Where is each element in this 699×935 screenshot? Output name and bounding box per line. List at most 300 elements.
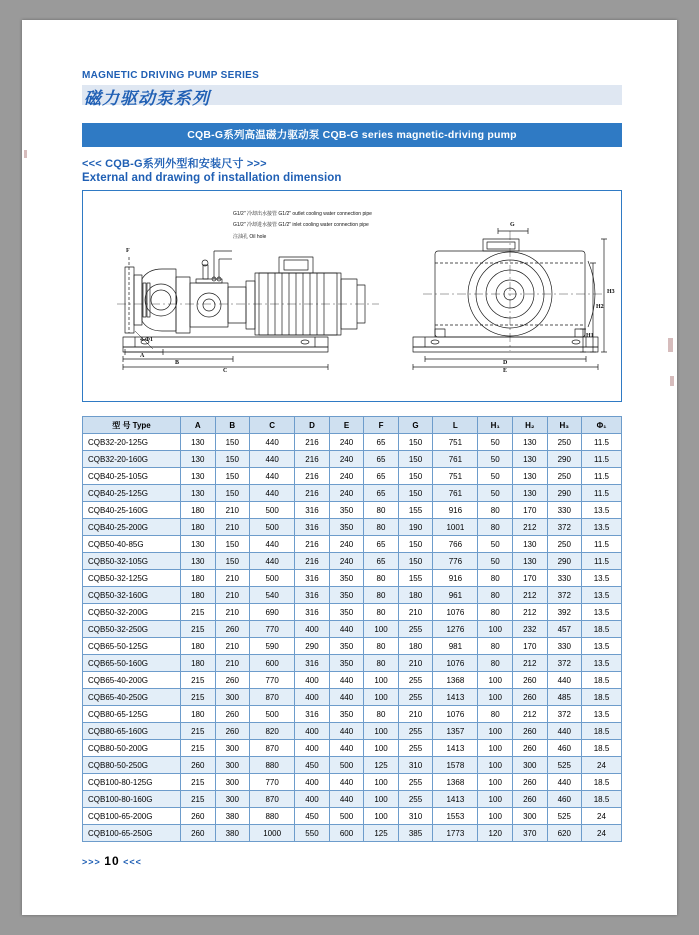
cell-type: CQB100-80-160G xyxy=(83,791,181,808)
cell-value: 100 xyxy=(478,689,513,706)
cell-value: 150 xyxy=(398,536,433,553)
dim-label-B: B xyxy=(175,360,180,366)
cell-type: CQB50-32-160G xyxy=(83,587,181,604)
footer-chevrons-right: <<< xyxy=(123,857,142,867)
cell-value: 215 xyxy=(181,621,216,638)
cell-value: 240 xyxy=(329,468,364,485)
cell-value: 80 xyxy=(364,502,399,519)
cell-value: 210 xyxy=(398,706,433,723)
table-row xyxy=(83,502,622,519)
cell-value: 215 xyxy=(181,791,216,808)
cell-value: 255 xyxy=(398,774,433,791)
col-header-e: E xyxy=(329,417,364,434)
cell-value: 216 xyxy=(295,553,330,570)
cell-value: 916 xyxy=(433,570,478,587)
cell-value: 1368 xyxy=(433,672,478,689)
cell-value: 130 xyxy=(512,451,547,468)
cell-value: 24 xyxy=(582,825,622,842)
table-row xyxy=(83,587,622,604)
cell-value: 50 xyxy=(478,451,513,468)
cell-value: 180 xyxy=(181,570,216,587)
cell-value: 100 xyxy=(364,808,399,825)
dim-label-E: E xyxy=(503,368,508,374)
table-row xyxy=(83,808,622,825)
cell-value: 316 xyxy=(295,655,330,672)
cell-value: 440 xyxy=(250,485,295,502)
cell-value: 260 xyxy=(181,757,216,774)
cell-value: 80 xyxy=(364,604,399,621)
cell-value: 100 xyxy=(364,791,399,808)
cell-value: 392 xyxy=(547,604,582,621)
cell-value: 80 xyxy=(478,604,513,621)
cell-value: 215 xyxy=(181,740,216,757)
page-content xyxy=(82,70,622,868)
cell-value: 210 xyxy=(215,638,250,655)
cell-value: 380 xyxy=(215,825,250,842)
cell-value: 216 xyxy=(295,536,330,553)
cell-value: 100 xyxy=(364,621,399,638)
cell-value: 240 xyxy=(329,485,364,502)
cell-value: 18.5 xyxy=(582,621,622,638)
cell-value: 215 xyxy=(181,723,216,740)
table-header xyxy=(83,417,622,434)
cell-value: 400 xyxy=(295,621,330,638)
cell-value: 485 xyxy=(547,689,582,706)
cell-value: 260 xyxy=(512,672,547,689)
cell-value: 240 xyxy=(329,536,364,553)
drawing-label-oil-hole: 注油孔 Oil hole xyxy=(233,234,267,240)
col-header-f: F xyxy=(364,417,399,434)
cell-value: 500 xyxy=(329,757,364,774)
col-header-h2: H₂ xyxy=(512,417,547,434)
cell-value: 150 xyxy=(398,485,433,502)
table-row xyxy=(83,774,622,791)
cell-value: 18.5 xyxy=(582,672,622,689)
cell-value: 350 xyxy=(329,570,364,587)
cell-value: 310 xyxy=(398,808,433,825)
col-header-h1: H₁ xyxy=(478,417,513,434)
table-row xyxy=(83,791,622,808)
cell-value: 1553 xyxy=(433,808,478,825)
cell-value: 150 xyxy=(215,553,250,570)
cell-value: 13.5 xyxy=(582,655,622,672)
col-header-phi1: Φ₁ xyxy=(582,417,622,434)
cell-value: 350 xyxy=(329,502,364,519)
cell-value: 350 xyxy=(329,604,364,621)
cell-value: 125 xyxy=(364,757,399,774)
cell-value: 916 xyxy=(433,502,478,519)
cell-value: 870 xyxy=(250,740,295,757)
cell-value: 11.5 xyxy=(582,485,622,502)
cell-value: 155 xyxy=(398,502,433,519)
cell-value: 457 xyxy=(547,621,582,638)
cell-value: 600 xyxy=(250,655,295,672)
dim-label-A: A xyxy=(140,353,145,359)
cell-value: 80 xyxy=(478,655,513,672)
cell-value: 80 xyxy=(364,638,399,655)
cell-type: CQB65-50-160G xyxy=(83,655,181,672)
cell-value: 130 xyxy=(181,485,216,502)
dim-label-H1: H1 xyxy=(586,333,594,339)
cell-value: 212 xyxy=(512,604,547,621)
cell-value: 65 xyxy=(364,451,399,468)
cell-value: 400 xyxy=(295,723,330,740)
cell-value: 300 xyxy=(215,774,250,791)
cell-value: 24 xyxy=(582,757,622,774)
cell-type: CQB50-40-85G xyxy=(83,536,181,553)
cell-value: 300 xyxy=(512,757,547,774)
cell-type: CQB40-25-200G xyxy=(83,519,181,536)
cell-value: 80 xyxy=(364,706,399,723)
page-footer xyxy=(82,854,622,868)
drawing-label-inlet-pipe: G1/2" 冷却进水接管 G1/2" inlet cooling water connection pipe xyxy=(233,222,369,228)
cell-value: 1076 xyxy=(433,706,478,723)
dim-label-D: D xyxy=(503,360,508,366)
cell-value: 260 xyxy=(215,672,250,689)
cell-value: 440 xyxy=(547,723,582,740)
cell-value: 100 xyxy=(478,791,513,808)
cell-value: 751 xyxy=(433,468,478,485)
cell-value: 180 xyxy=(181,655,216,672)
cell-type: CQB100-80-125G xyxy=(83,774,181,791)
cell-value: 13.5 xyxy=(582,706,622,723)
cell-value: 1368 xyxy=(433,774,478,791)
cell-value: 24 xyxy=(582,808,622,825)
cell-value: 180 xyxy=(398,587,433,604)
cell-value: 500 xyxy=(250,706,295,723)
cell-value: 440 xyxy=(329,672,364,689)
cell-value: 125 xyxy=(364,825,399,842)
footer-chevrons-left: >>> xyxy=(82,857,101,867)
cell-value: 80 xyxy=(478,519,513,536)
cell-value: 215 xyxy=(181,604,216,621)
cell-value: 65 xyxy=(364,553,399,570)
cell-value: 260 xyxy=(215,706,250,723)
cell-value: 100 xyxy=(364,689,399,706)
cell-value: 450 xyxy=(295,808,330,825)
cell-value: 316 xyxy=(295,519,330,536)
cell-value: 216 xyxy=(295,485,330,502)
cell-value: 180 xyxy=(398,638,433,655)
cell-type: CQB65-50-125G xyxy=(83,638,181,655)
col-header-d: D xyxy=(295,417,330,434)
table-row xyxy=(83,434,622,451)
cell-value: 100 xyxy=(478,808,513,825)
col-header-g: G xyxy=(398,417,433,434)
cell-value: 212 xyxy=(512,706,547,723)
cell-value: 440 xyxy=(329,689,364,706)
cell-value: 761 xyxy=(433,451,478,468)
cell-value: 255 xyxy=(398,740,433,757)
dim-label-H2: H2 xyxy=(596,304,604,310)
table-row xyxy=(83,468,622,485)
cell-type: CQB32-20-125G xyxy=(83,434,181,451)
cell-value: 440 xyxy=(250,451,295,468)
cell-value: 350 xyxy=(329,706,364,723)
cell-value: 150 xyxy=(398,553,433,570)
cell-value: 316 xyxy=(295,502,330,519)
cell-value: 620 xyxy=(547,825,582,842)
cell-value: 500 xyxy=(250,570,295,587)
cell-value: 1413 xyxy=(433,791,478,808)
cell-value: 372 xyxy=(547,706,582,723)
cell-value: 820 xyxy=(250,723,295,740)
cell-value: 13.5 xyxy=(582,587,622,604)
cell-value: 961 xyxy=(433,587,478,604)
cell-value: 400 xyxy=(295,740,330,757)
cell-value: 150 xyxy=(398,434,433,451)
scan-edge-mark xyxy=(24,150,27,158)
cell-type: CQB50-32-250G xyxy=(83,621,181,638)
cell-value: 776 xyxy=(433,553,478,570)
cell-value: 260 xyxy=(512,723,547,740)
cell-value: 80 xyxy=(478,638,513,655)
cell-value: 761 xyxy=(433,485,478,502)
table-row xyxy=(83,621,622,638)
drawing-label-outlet-pipe: G1/2" 冷却出水接管 G1/2" outlet cooling water connection pipe xyxy=(233,211,372,217)
cell-value: 1276 xyxy=(433,621,478,638)
cell-value: 120 xyxy=(478,825,513,842)
cell-value: 100 xyxy=(364,672,399,689)
cell-type: CQB65-40-250G xyxy=(83,689,181,706)
cell-value: 240 xyxy=(329,451,364,468)
cell-value: 180 xyxy=(181,519,216,536)
cell-value: 130 xyxy=(512,485,547,502)
cell-value: 255 xyxy=(398,723,433,740)
table-body xyxy=(83,434,622,842)
cell-value: 155 xyxy=(398,570,433,587)
cell-value: 100 xyxy=(478,740,513,757)
cell-value: 150 xyxy=(215,451,250,468)
cell-value: 210 xyxy=(215,519,250,536)
cell-value: 316 xyxy=(295,706,330,723)
subsection-title-cn: <<< CQB-G系列外型和安装尺寸 >>> xyxy=(82,158,267,170)
cell-value: 216 xyxy=(295,468,330,485)
cell-value: 240 xyxy=(329,434,364,451)
cell-value: 1000 xyxy=(250,825,295,842)
cell-value: 300 xyxy=(215,689,250,706)
cell-value: 11.5 xyxy=(582,468,622,485)
cell-value: 130 xyxy=(181,468,216,485)
col-header-b: B xyxy=(215,417,250,434)
cell-value: 80 xyxy=(478,570,513,587)
cell-value: 260 xyxy=(215,723,250,740)
cell-value: 450 xyxy=(295,757,330,774)
cell-value: 300 xyxy=(512,808,547,825)
cell-value: 215 xyxy=(181,672,216,689)
cell-value: 210 xyxy=(215,570,250,587)
cell-value: 880 xyxy=(250,757,295,774)
cell-value: 1076 xyxy=(433,655,478,672)
cell-value: 100 xyxy=(478,621,513,638)
cell-value: 870 xyxy=(250,791,295,808)
cell-value: 400 xyxy=(295,791,330,808)
cell-value: 212 xyxy=(512,587,547,604)
table-row xyxy=(83,485,622,502)
cell-value: 440 xyxy=(329,740,364,757)
cell-value: 400 xyxy=(295,774,330,791)
cell-value: 150 xyxy=(398,451,433,468)
cell-value: 460 xyxy=(547,791,582,808)
cell-value: 370 xyxy=(512,825,547,842)
cell-value: 250 xyxy=(547,434,582,451)
cell-value: 440 xyxy=(329,774,364,791)
cell-value: 150 xyxy=(215,536,250,553)
cell-value: 350 xyxy=(329,587,364,604)
cell-value: 170 xyxy=(512,502,547,519)
cell-value: 130 xyxy=(181,536,216,553)
cell-value: 130 xyxy=(181,434,216,451)
cell-value: 170 xyxy=(512,638,547,655)
cell-value: 130 xyxy=(181,553,216,570)
cell-type: CQB32-20-160G xyxy=(83,451,181,468)
dim-label-phi1: 4-Φ1 xyxy=(140,337,153,343)
cell-value: 150 xyxy=(215,468,250,485)
cell-value: 150 xyxy=(215,485,250,502)
cell-type: CQB50-32-200G xyxy=(83,604,181,621)
col-header-a: A xyxy=(181,417,216,434)
cell-value: 1076 xyxy=(433,604,478,621)
cell-value: 316 xyxy=(295,587,330,604)
scan-edge-mark xyxy=(668,338,673,352)
cell-value: 440 xyxy=(250,536,295,553)
cell-value: 316 xyxy=(295,570,330,587)
col-header-c: C xyxy=(250,417,295,434)
cell-value: 80 xyxy=(478,706,513,723)
cell-value: 18.5 xyxy=(582,740,622,757)
cell-type: CQB40-25-105G xyxy=(83,468,181,485)
cell-value: 330 xyxy=(547,570,582,587)
cell-value: 80 xyxy=(364,655,399,672)
cell-value: 210 xyxy=(215,604,250,621)
cell-value: 13.5 xyxy=(582,502,622,519)
cell-value: 180 xyxy=(181,638,216,655)
cell-value: 440 xyxy=(250,468,295,485)
cell-value: 372 xyxy=(547,655,582,672)
cell-value: 255 xyxy=(398,672,433,689)
dim-label-C: C xyxy=(223,368,228,374)
cell-value: 440 xyxy=(329,621,364,638)
cell-value: 350 xyxy=(329,655,364,672)
cell-value: 316 xyxy=(295,604,330,621)
cell-value: 600 xyxy=(329,825,364,842)
table-row xyxy=(83,689,622,706)
cell-type: CQB50-32-125G xyxy=(83,570,181,587)
cell-value: 65 xyxy=(364,485,399,502)
series-title-cn: 磁力驱动泵系列 xyxy=(84,89,210,109)
cell-value: 385 xyxy=(398,825,433,842)
table-row xyxy=(83,536,622,553)
col-header-type: 型 号 Type xyxy=(83,417,181,434)
cell-value: 1001 xyxy=(433,519,478,536)
cell-value: 150 xyxy=(215,434,250,451)
cell-value: 880 xyxy=(250,808,295,825)
dim-label-G: G xyxy=(510,222,515,228)
cell-type: CQB40-25-125G xyxy=(83,485,181,502)
cell-type: CQB65-40-200G xyxy=(83,672,181,689)
table-row xyxy=(83,570,622,587)
cell-value: 260 xyxy=(215,621,250,638)
cell-value: 751 xyxy=(433,434,478,451)
dim-label-F: F xyxy=(126,248,130,254)
cell-value: 590 xyxy=(250,638,295,655)
cell-value: 212 xyxy=(512,655,547,672)
table-row xyxy=(83,672,622,689)
cell-value: 440 xyxy=(547,672,582,689)
table-row xyxy=(83,757,622,774)
cell-value: 330 xyxy=(547,502,582,519)
cell-value: 80 xyxy=(364,587,399,604)
cell-value: 260 xyxy=(181,825,216,842)
cell-value: 260 xyxy=(512,791,547,808)
cell-value: 500 xyxy=(250,502,295,519)
cell-value: 50 xyxy=(478,485,513,502)
cell-value: 215 xyxy=(181,689,216,706)
cell-type: CQB80-65-160G xyxy=(83,723,181,740)
cell-value: 130 xyxy=(512,434,547,451)
cell-value: 212 xyxy=(512,519,547,536)
col-header-l: L xyxy=(433,417,478,434)
cell-value: 440 xyxy=(329,791,364,808)
cell-value: 500 xyxy=(329,808,364,825)
cell-value: 180 xyxy=(181,706,216,723)
cell-value: 290 xyxy=(547,553,582,570)
cell-value: 11.5 xyxy=(582,451,622,468)
cell-value: 100 xyxy=(478,723,513,740)
table-row xyxy=(83,740,622,757)
cell-value: 260 xyxy=(512,774,547,791)
col-header-h3: H₃ xyxy=(547,417,582,434)
cell-value: 870 xyxy=(250,689,295,706)
table-row xyxy=(83,519,622,536)
cell-value: 80 xyxy=(364,519,399,536)
cell-value: 170 xyxy=(512,570,547,587)
cell-value: 1413 xyxy=(433,740,478,757)
cell-value: 100 xyxy=(478,672,513,689)
cell-type: CQB100-65-200G xyxy=(83,808,181,825)
table-row xyxy=(83,825,622,842)
cell-value: 260 xyxy=(512,689,547,706)
cell-type: CQB100-65-250G xyxy=(83,825,181,842)
cell-value: 1357 xyxy=(433,723,478,740)
cell-value: 50 xyxy=(478,553,513,570)
cell-value: 260 xyxy=(181,808,216,825)
cell-value: 290 xyxy=(547,485,582,502)
cell-value: 540 xyxy=(250,587,295,604)
cell-value: 240 xyxy=(329,553,364,570)
cell-value: 981 xyxy=(433,638,478,655)
cell-value: 18.5 xyxy=(582,689,622,706)
cell-value: 210 xyxy=(215,587,250,604)
cell-value: 80 xyxy=(364,570,399,587)
cell-type: CQB80-50-200G xyxy=(83,740,181,757)
cell-value: 210 xyxy=(215,502,250,519)
cell-value: 300 xyxy=(215,757,250,774)
cell-value: 330 xyxy=(547,638,582,655)
cell-value: 1773 xyxy=(433,825,478,842)
cell-value: 216 xyxy=(295,434,330,451)
cell-value: 215 xyxy=(181,774,216,791)
table-row xyxy=(83,604,622,621)
cell-value: 65 xyxy=(364,434,399,451)
cell-value: 770 xyxy=(250,774,295,791)
cell-value: 18.5 xyxy=(582,791,622,808)
cell-value: 255 xyxy=(398,621,433,638)
cell-value: 80 xyxy=(478,502,513,519)
cell-type: CQB50-32-105G xyxy=(83,553,181,570)
cell-value: 260 xyxy=(512,740,547,757)
cell-value: 770 xyxy=(250,621,295,638)
